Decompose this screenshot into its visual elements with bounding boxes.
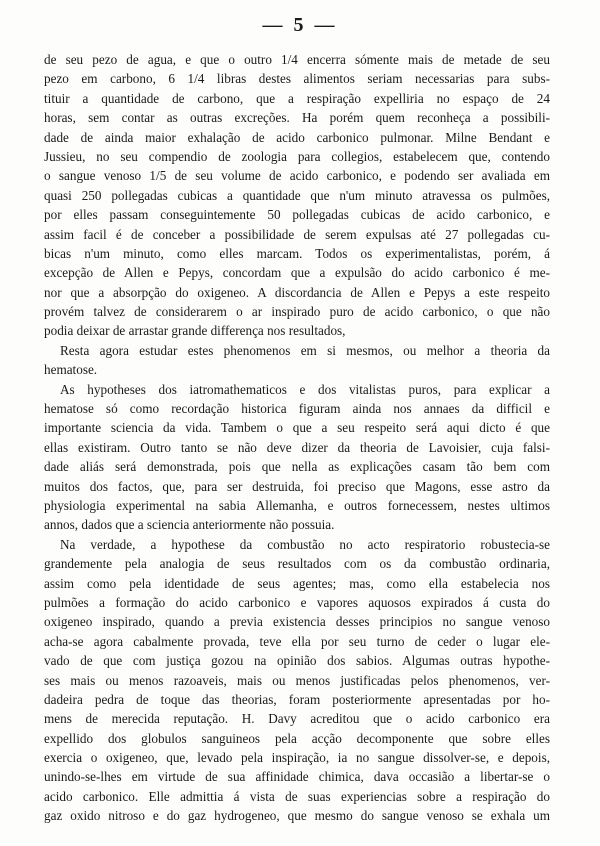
text-line: mens de merecida reputação. H. Davy acreditou que o acido carbonico era [44,711,550,727]
text-line: importante sciencia da vida. Tambem o que a seu respeito será aqui dicto é que [44,420,550,436]
page-number-header: — 5 — [262,14,338,36]
text-line: hematose só como recordação historica figuram ainda nos annaes da difficil e [44,401,550,417]
text-line: dade de ainda maior exhalação de acido carbonico pulmonar. Milne Bendant e [44,129,550,145]
text-line: o sangue venoso 1/5 de seu volume de acido carbonico, e podendo ser avaliada em [44,168,550,184]
text-line: de seu pezo de agua, e que o outro 1/4 encerra sómente mais de metade de seu [44,52,550,67]
text-line: bicas n'um minuto, como elles marcam. Todos os experimentalistas, porém, á [44,245,550,261]
text-line: acido carbonico. Elle admittia á vista de suas experiencias sobre a respiração do [44,788,550,804]
text-line: provém talvez de considerarem o ar inspirado puro de acido carbonico, o que não [44,304,550,320]
text-line: podia deixar de arrastar grande differença nos resultados, [44,323,346,339]
text-line: dade aliás será demonstrada, pois que nella as explicações casam tão bem com [44,459,550,475]
body-text [44,50,550,826]
text-line: gaz oxido nitroso e do gaz hydrogeneo, que mesmo do sangue venoso se exhala um [44,808,550,824]
text-line: dadeira pedra de toque das theorias, foram posteriormente apresentadas por ho- [44,691,550,707]
text-line: assim facil é de conceber a possibilidade de serem expulsas até 27 pollegadas cu- [44,226,550,242]
text-line: muitos dos factos, que, para ser destruida, foi preciso que Magons, esse astro da [44,478,550,494]
text-line: unindo-se-lhes em virtude de sua affinidade chimica, dava occasião a libertar-se o [44,769,550,785]
text-line: grandemente pela analogia de seus resultados com os da combustão ordinaria, [44,556,550,572]
text-line: por elles passam conseguintemente 50 pollegadas cubicas de acido carbonico, e [44,207,550,223]
text-line: Jussieu, no seu compendio de zoologia para collegios, estabelecem que, contendo [44,148,550,164]
text-line: nor que a absorpção do oxigeneo. A discordancia de Allen e Pepys a este respeito [44,284,550,300]
text-line: ses mais ou menos razoaveis, mais ou menos justificadas pelos phenomenos, ver- [44,672,550,688]
text-line: annos, dados que a sciencia anteriormente não possuia. [44,517,335,533]
text-line: oxigeneo inspirado, quando a previa existencia desses principios no sangue venoso [44,614,550,630]
text-line: tituir a quantidade de carbono, que a respiração expelliria no espaço de 24 [44,90,550,106]
text-line: exercia o oxigeneo, que, levado pela inspiração, ia no sangue dissolver-se, e depois, [44,750,550,766]
text-line: Resta agora estudar estes phenomenos em si mesmos, ou melhor a theoria da [60,342,550,358]
text-line: hematose. [44,362,98,378]
text-line: excepção de Allen e Pepys, concordam que a expulsão do acido carbonico é me- [44,265,550,281]
text-line: quasi 250 pollegadas cubicas a quantidade que n'um minuto atravessa os pulmões, [44,187,550,203]
text-line: Na verdade, a hypothese da combustão no acto respiratorio robustecia-se [60,536,550,552]
text-line: pezo em carbono, 6 1/4 libras destes alimentos seriam necessarias para subs- [44,71,550,87]
text-line: pulmões a formação do acido carbonico e vapores aquosos expirados á custa do [44,594,550,610]
text-line: expellido dos globulos sanguineos pela acção decomponente que sobre elles [44,730,550,746]
text-line: physiologia experimental na sabia Allemanha, e outros fornecessem, nestes ultimos [44,497,550,513]
text-line: acha-se agora cabalmente provada, teve ella por seu turno de ceder o lugar ele- [44,633,550,649]
text-line: horas, sem contar as outras excreções. Ha porém quem reconheça a possibili- [44,110,550,126]
text-line: vado de que com justiça gozou na opinião dos sabios. Algumas outras hypothe- [44,653,550,669]
text-line: ellas existiram. Outro tanto se não deve dizer da theoria de Lavoisier, cuja falsi- [44,439,550,455]
text-line: As hypotheses dos iatromathematicos e dos vitalistas puros, para explicar a [60,381,550,397]
text-line: assim como pela identidade de seus agentes; mas, como ella estabelecia nos [44,575,550,591]
